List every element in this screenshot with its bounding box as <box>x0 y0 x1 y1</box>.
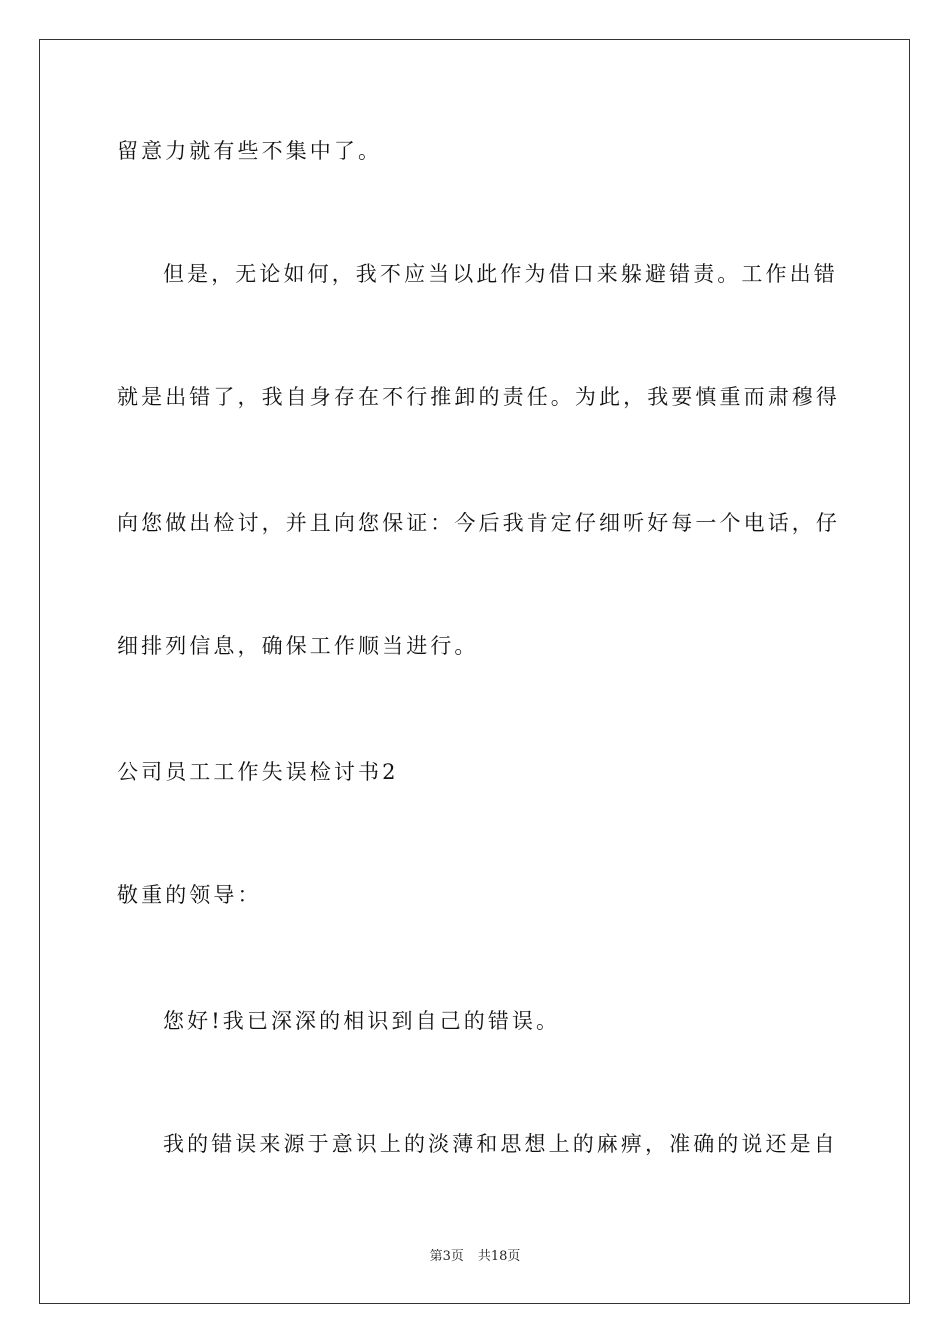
paragraph-start-line: 您好!我已深深的相识到自己的错误。 <box>163 1009 561 1033</box>
body-text-line: 就是出错了，我自身存在不行推卸的责任。为此，我要慎重而肃穆得 <box>117 385 840 409</box>
paragraph-start-line: 但是，无论如何，我不应当以此作为借口来躲避错责。工作出错 <box>163 262 838 286</box>
body-text-line: 留意力就有些不集中了。 <box>117 139 383 163</box>
total-pages: 共18页 <box>477 1249 521 1264</box>
body-text-line: 细排列信息，确保工作顺当进行。 <box>117 634 479 658</box>
page-border <box>39 39 910 1304</box>
page-number: 第3页 <box>429 1249 464 1264</box>
salutation-line: 敬重的领导： <box>117 883 262 907</box>
section-heading: 公司员工工作失误检讨书2 <box>117 760 399 784</box>
page-footer <box>0 1248 950 1266</box>
paragraph-start-line: 我的错误来源于意识上的淡薄和思想上的麻痹，准确的说还是自 <box>163 1132 838 1156</box>
body-text-line: 向您做出检讨，并且向您保证：今后我肯定仔细听好每一个电话，仔 <box>117 511 840 535</box>
